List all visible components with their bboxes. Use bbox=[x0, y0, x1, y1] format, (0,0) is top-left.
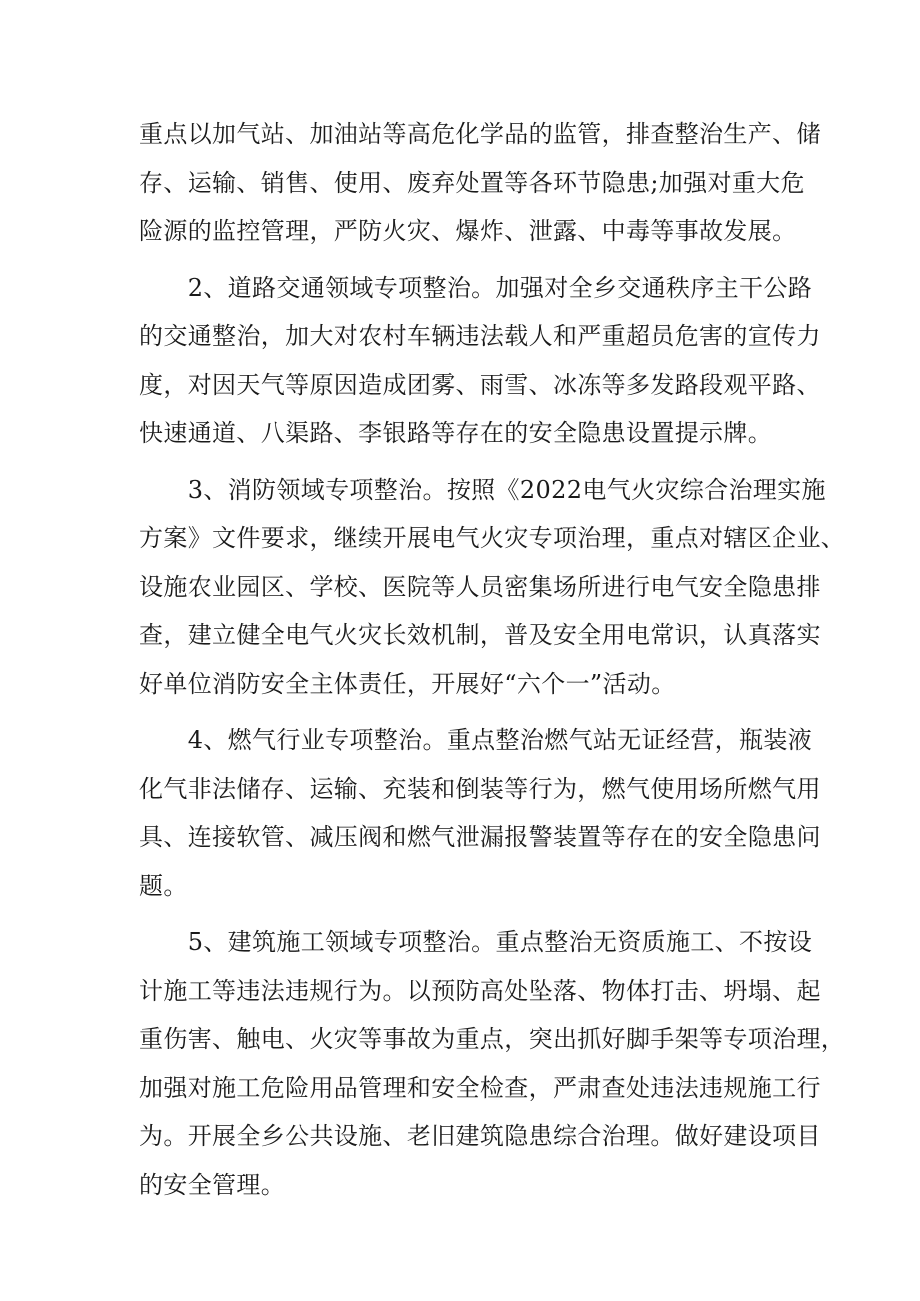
paragraph-2-heading-line: 2、道路交通领域专项整治。加强对全乡交通秩序主干公路 bbox=[139, 273, 813, 302]
text-line: 险源的监控管理，严防火灾、爆炸、泄露、中毒等事故发展。 bbox=[139, 217, 797, 245]
paragraph-gap bbox=[139, 910, 789, 918]
text-line: 的交通整治，加大对农村车辆违法载人和严重超员危害的宣传力 bbox=[139, 322, 821, 350]
paragraph-gap bbox=[139, 458, 789, 466]
text-line: 度，对因天气等原因造成团雾、雨雪、冰冻等多发路段观平路、 bbox=[139, 370, 821, 399]
text-line: 好单位消防安全主体责任，开展好“六个一”活动。 bbox=[139, 669, 676, 698]
text-line: 具、连接软管、减压阀和燃气泄漏报警装置等存在的安全隐患问 bbox=[139, 823, 821, 851]
text-line: 设施农业园区、学校、医院等人员密集场所进行电气安全隐患排 bbox=[139, 572, 821, 601]
paragraph-gap bbox=[139, 708, 789, 716]
text-line: 重点以加气站、加油站等高危化学品的监管，排查整治生产、储 bbox=[139, 120, 821, 148]
text-line: 的安全管理。 bbox=[139, 1170, 286, 1199]
paragraph-3-heading-line: 3、消防领域专项整治。按照《2022电气火灾综合治理实施 bbox=[139, 475, 826, 504]
document-body bbox=[139, 110, 846, 1209]
paragraph-5-heading-line: 5、建筑施工领域专项整治。重点整治无资质施工、不按设 bbox=[139, 928, 813, 956]
text-line: 加强对施工危险用品管理和安全检查，严肃查处违法违规施工行 bbox=[139, 1073, 821, 1102]
text-line: 存、运输、销售、使用、废弃处置等各环节隐患;加强对重大危 bbox=[139, 168, 805, 197]
text-line: 计施工等违法违规行为。以预防高处坠落、物体打击、坍塌、起 bbox=[139, 976, 821, 1005]
text-line: 方案》文件要求，继续开展电气火灾专项治理，重点对辖区企业、 bbox=[139, 524, 846, 552]
paragraph-gap bbox=[139, 256, 789, 264]
paragraph-4-heading-line: 4、燃气行业专项整治。重点整治燃气站无证经营，瓶装液 bbox=[139, 726, 813, 754]
text-line: 查，建立健全电气火灾长效机制，普及安全用电常识，认真落实 bbox=[139, 621, 821, 649]
text-line: 化气非法储存、运输、充装和倒装等行为，燃气使用场所燃气用 bbox=[139, 774, 821, 803]
text-line: 重伤害、触电、火灾等事故为重点，突出抓好脚手架等专项治理， bbox=[139, 1025, 846, 1053]
text-line: 为。开展全乡公共设施、老旧建筑隐患综合治理。做好建设项目 bbox=[139, 1122, 821, 1150]
text-line: 快速通道、八渠路、李银路等存在的安全隐患设置提示牌。 bbox=[139, 419, 773, 447]
text-line: 题。 bbox=[139, 871, 188, 900]
